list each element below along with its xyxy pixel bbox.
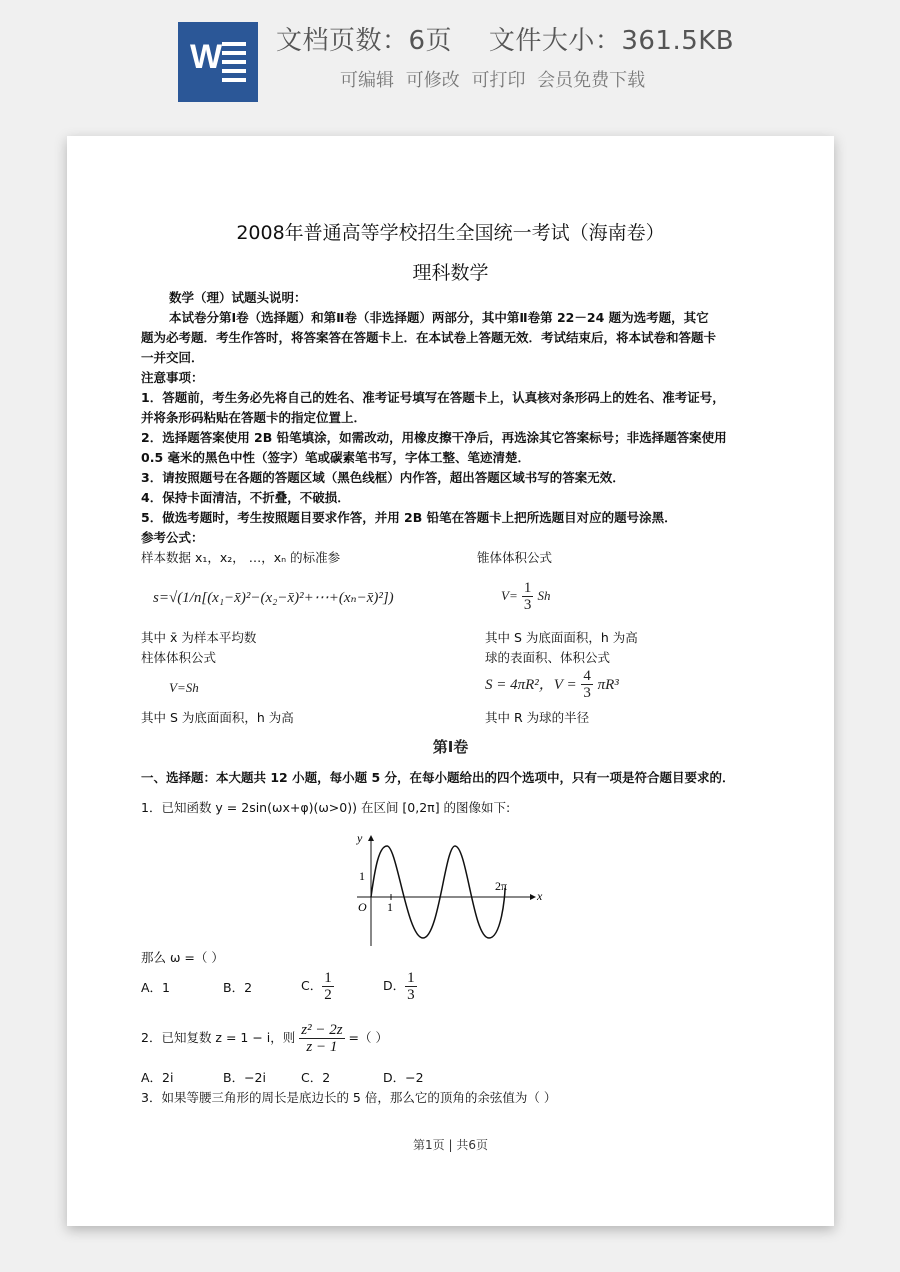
notes-heading: 注意事项： — [141, 370, 204, 385]
formula-cone-note: 其中 S 为底面面积，h 为高 — [485, 630, 638, 645]
y-tick-one: 1 — [359, 869, 365, 883]
origin-label: O — [358, 900, 367, 914]
page-footer: 第1页 | 共6页 — [413, 1138, 488, 1152]
formula-sphere-note: 其中 R 为球的半径 — [485, 710, 590, 725]
part-one-instructions: 一、选择题：本大题共 12 小题，每小题 5 分，在每小题给出的四个选项中，只有一项是符合题目要求的． — [141, 770, 735, 785]
intro-heading: 数学（理）试题头说明： — [169, 290, 307, 305]
q2-option-a: A．2i — [141, 1070, 174, 1085]
note-4: 4．保持卡面清洁，不折叠，不破损． — [141, 490, 350, 505]
intro-text-2: 题为必考题．考生作答时，将答案答在答题卡上．在本试卷上答题无效．考试结束后，将本试卷和答题卡 — [141, 330, 717, 345]
exam-title: 2008年普通高等学校招生全国统一考试（海南卷） — [236, 222, 665, 244]
note-2b: 0.5 毫米的黑色中性（签字）笔或碳素笔书写，字体工整、笔迹清楚． — [141, 450, 530, 465]
axis-label-y: y — [357, 831, 363, 845]
axis-label-x: x — [537, 889, 543, 903]
note-1b: 并将条形码粘贴在答题卡的指定位置上． — [141, 410, 367, 425]
intro-text-1: 本试卷分第Ⅰ卷（选择题）和第Ⅱ卷（非选择题）两部分，其中第Ⅱ卷第 22－24 题为选考题，其它 — [169, 310, 709, 325]
q1-option-c: C． $\frac{1}{2}$ — [301, 970, 332, 1003]
q1-option-d: D． $\frac{1}{3}$ — [383, 970, 415, 1003]
section-heading: 第Ⅰ卷 — [432, 738, 469, 756]
formula-cone-label: 锥体体积公式 — [477, 550, 553, 565]
sine-curve — [371, 846, 508, 938]
formula-std-dev: s=√(1/n[(x₁−x̄)²−(x₂−x̄)²+⋯+(xₙ−x̄)²]) — [153, 590, 394, 606]
x-tick-2pi: 2π — [495, 879, 508, 893]
note-5: 5．做选考题时，考生按照题目要求作答，并用 2B 铅笔在答题卡上把所选题目对应的题号涂黑． — [141, 510, 677, 525]
word-doc-icon: W — [178, 22, 258, 102]
ref-heading: 参考公式： — [141, 530, 204, 545]
formula-sphere-eq: S = 4πR²，V = $\frac{4}{3}$ πR³ — [485, 668, 619, 701]
question-1: 1．已知函数 y = 2sin(ωx+φ)(ω>0)) 在区间 [0,2π] 的图像如下: — [141, 800, 511, 815]
intro-text-3: 一并交回． — [141, 350, 204, 365]
question-1-ask: 那么 ω =（ ） — [141, 950, 224, 965]
download-banner — [0, 0, 900, 110]
formula-sphere-label: 球的表面积、体积公式 — [485, 650, 611, 665]
exam-subtitle: 理科数学 — [412, 262, 489, 284]
formula-cone-eq: V= $\frac{1}{3}$ Sh — [501, 580, 551, 613]
document-page — [67, 136, 834, 1226]
formula-prism-note: 其中 S 为底面面积，h 为高 — [141, 710, 294, 725]
q1-option-a: A．1 — [141, 980, 171, 995]
page-count: 文档页数：6页 — [276, 26, 453, 56]
x-tick-one: 1 — [387, 900, 393, 914]
file-size: 文件大小：361.5KB — [488, 26, 735, 56]
note-1a: 1．答题前，考生务必先将自己的姓名、准考证号填写在答题卡上，认真核对条形码上的姓名、准考证号， — [141, 390, 725, 405]
q1-option-b: B．2 — [223, 980, 253, 995]
doc-features: 可编辑 可修改 可打印 会员免费下载 — [340, 70, 646, 91]
q2-option-b: B．−2i — [223, 1070, 266, 1085]
formula-prism-label: 柱体体积公式 — [141, 650, 217, 665]
q2-option-d: D．−2 — [383, 1070, 424, 1085]
note-2a: 2．选择题答案使用 2B 铅笔填涂，如需改动，用橡皮擦干净后，再选涂其它答案标号；非选择题答案使用 — [141, 430, 727, 445]
sine-graph — [347, 828, 547, 950]
q2-option-c: C．2 — [301, 1070, 331, 1085]
question-3: 3．如果等腰三角形的周长是底边长的 5 倍，那么它的顶角的余弦值为（ ） — [141, 1090, 557, 1105]
doc-meta — [276, 20, 762, 57]
note-3: 3．请按照题号在各题的答题区域（黑色线框）内作答，超出答题区域书写的答案无效． — [141, 470, 625, 485]
question-2: 2．已知复数 z = 1 − i，则 $\frac{\text{z² − 2z}}{z - 1}$ =（ ） — [141, 1022, 388, 1055]
formula-prism-eq: V=Sh — [169, 680, 199, 695]
formula-sample-label: 样本数据 x₁，x₂， …，xₙ 的标准参 — [141, 550, 341, 565]
formula-mean-note: 其中 x̄ 为样本平均数 — [141, 630, 257, 645]
